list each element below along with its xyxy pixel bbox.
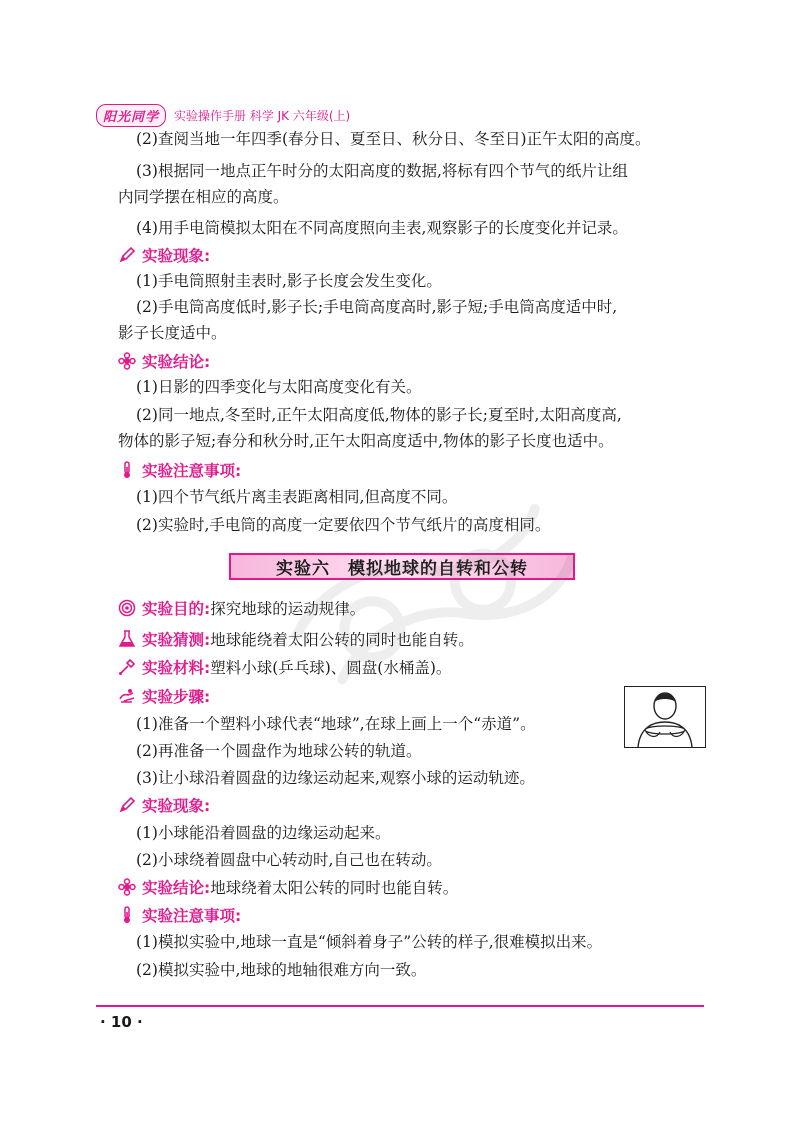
section-title: 实验注意事项:: [142, 907, 242, 925]
section-phenomenon-1: [118, 244, 210, 266]
section-title: 实验猜测:: [142, 631, 211, 649]
brand-logo: 阳光同学: [96, 104, 166, 127]
text-line: (2)实验时,手电筒的高度一定要依四个节气纸片的高度相同。: [136, 516, 551, 534]
section-title: 实验注意事项:: [142, 462, 242, 480]
section-title: 实验结论:: [142, 353, 211, 371]
text-line: (1)小球能沿着圆盘的边缘运动起来。: [136, 824, 391, 842]
text-line: (1)四个节气纸片离圭表距离相同,但高度不同。: [136, 488, 458, 506]
text-line: (1)模拟实验中,地球一直是“倾斜着身子”公转的样子,很难模拟出来。: [136, 933, 603, 951]
text-line: 物体的影子短;春分和秋分时,正午太阳高度适中,物体的影子长度也适中。: [118, 432, 614, 450]
text-line: (1)准备一个塑料小球代表“地球”,在球上画上一个“赤道”。: [136, 715, 536, 733]
page-number: · 10 ·: [100, 1013, 143, 1031]
section-conclusion-2: [118, 876, 458, 898]
text-line: 内同学摆在相应的高度。: [118, 188, 289, 206]
section-title: 实验结论:: [142, 879, 211, 897]
text-line: (2)小球绕着圆盘中心转动时,自己也在转动。: [136, 851, 442, 869]
text-line: (1)手电筒照射圭表时,影子长度会发生变化。: [136, 272, 442, 290]
flask-icon: [118, 630, 136, 648]
student-illustration: [624, 686, 706, 748]
text-line: (2)手电筒高度低时,影子长;手电筒高度高时,影子短;手电筒高度适中时,: [136, 298, 618, 316]
section-notes-1: [118, 459, 241, 481]
thermometer-icon: [118, 461, 136, 479]
section-text: 塑料小球(乒乓球)、圆盘(水桶盖)。: [210, 659, 452, 677]
text-line: 影子长度适中。: [118, 324, 227, 342]
text-line: (1)日影的四季变化与太阳高度变化有关。: [136, 378, 422, 396]
footer-divider: [96, 1005, 704, 1007]
watermark-logo: [260, 480, 600, 740]
text-line: (2)模拟实验中,地球的地轴很难方向一致。: [136, 961, 427, 979]
text-line: (2)再准备一个圆盘作为地球公转的轨道。: [136, 742, 422, 760]
text-line: (2)查阅当地一年四季(春分日、夏至日、秋分日、冬至日)正午太阳的高度。: [136, 130, 651, 148]
text-line: (2)同一地点,冬至时,正午太阳高度低,物体的影子长;夏至时,太阳高度高,: [136, 406, 622, 424]
section-text: 地球绕着太阳公转的同时也能自转。: [210, 879, 459, 897]
section-text: 地球能绕着太阳公转的同时也能自转。: [210, 631, 474, 649]
pencil-icon: [118, 246, 136, 264]
dropper-icon: [118, 658, 136, 676]
pencil-icon: [118, 796, 136, 814]
text-line: (4)用手电筒模拟太阳在不同高度照向圭表,观察影子的长度变化并记录。: [136, 219, 628, 237]
thermometer-icon: [118, 906, 136, 924]
section-title: 实验目的:: [142, 600, 211, 618]
section-title: 实验现象:: [142, 247, 211, 265]
section-title: 实验材料:: [142, 659, 211, 677]
section-conclusion-1: [118, 350, 210, 372]
section-phenomenon-2: [118, 794, 210, 816]
page-header: [96, 104, 350, 126]
section-steps: [118, 685, 210, 707]
hand-icon: [118, 687, 136, 705]
flower-icon: [118, 352, 136, 370]
header-title: 实验操作手册 科学 JK 六年级(上): [174, 108, 351, 123]
section-text: 探究地球的运动规律。: [210, 600, 366, 618]
text-line: (3)让小球沿着圆盘的边缘运动起来,观察小球的运动轨迹。: [136, 769, 535, 787]
section-notes-2: [118, 904, 241, 926]
section-title: 实验现象:: [142, 797, 211, 815]
flower-icon: [118, 878, 136, 896]
text-line: (3)根据同一地点正午时分的太阳高度的数据,将标有四个节气的纸片让组: [136, 162, 628, 180]
experiment-title-banner: 实验六 模拟地球的自转和公转: [229, 553, 575, 580]
target-icon: [118, 599, 136, 617]
section-title: 实验步骤:: [142, 688, 211, 706]
